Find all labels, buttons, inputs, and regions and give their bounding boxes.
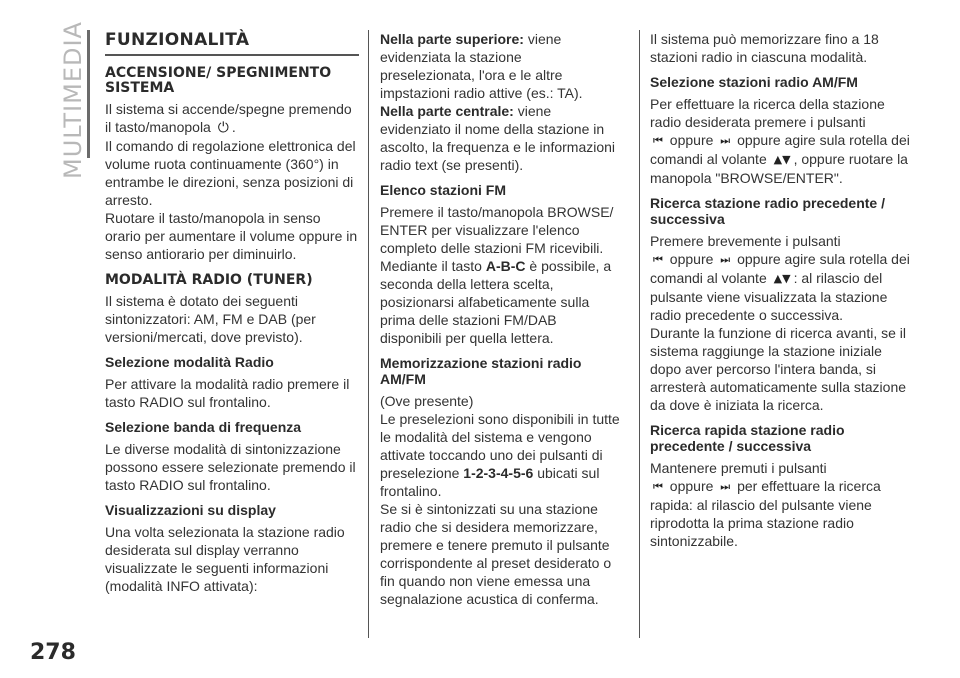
next-track-icon: ⏭ bbox=[720, 480, 731, 493]
section-title-power: ACCENSIONE/ SPEGNIMENTO SISTEMA bbox=[105, 65, 332, 96]
column-3 bbox=[650, 30, 910, 550]
paragraph: Mediante il tasto A-B-C è possibile, a seconda della lettera scelta, posizionarsi alfabeticamente sulla prima delle stazioni FM/DAB disponibili per quella lettera. bbox=[380, 258, 612, 346]
prev-track-icon: ⏮ bbox=[653, 253, 663, 266]
section-label: MULTIMEDIA bbox=[59, 21, 87, 179]
subheading: Memorizzazione stazioni radio AM/FM bbox=[380, 355, 582, 387]
paragraph: Per attivare la modalità radio premere il tasto RADIO sul frontalino. bbox=[105, 376, 350, 410]
paragraph: Premere il tasto/manopola BROWSE/ ENTER per visualizzare l'elenco completo delle stazioni FM ricevibili. bbox=[380, 204, 614, 256]
paragraph: Nella parte superiore: viene evidenziata la stazione preselezionata, l'ora e le altre impstazioni radio attive (es.: TA). bbox=[380, 31, 583, 101]
next-track-icon: ⏭ bbox=[720, 253, 731, 266]
column-1 bbox=[105, 30, 359, 595]
prev-track-icon: ⏮ bbox=[653, 134, 663, 147]
page-number: 278 bbox=[30, 640, 76, 665]
subheading: Elenco stazioni FM bbox=[380, 182, 507, 198]
paragraph: Il sistema è dotato dei seguenti sintonizzatori: AM, FM e DAB (per versioni/mercati, dove previsto). bbox=[105, 293, 316, 345]
paragraph: Per effettuare la ricerca della stazione radio desiderata premere i pulsanti ⏮ oppure ⏭ oppure agire sula rotella dei comandi al volante ▲▼ , oppure ruotare la manopola "BROWSE/ENTER". bbox=[650, 96, 910, 186]
steering-wheel-controls-icon: ▲▼ bbox=[773, 272, 791, 285]
paragraph: Durante la funzione di ricerca avanti, se il sistema raggiunge la stazione iniziale dopo aver percorso l'intera banda, si arresterà automaticamente sulla stazione da dove è iniziata la ricerca. bbox=[650, 325, 907, 413]
subheading: Ricerca rapida stazione radio precedente / successiva bbox=[650, 422, 845, 454]
paragraph: Una volta selezionata la stazione radio desiderata sul display verranno visualizzate le seguenti informazioni (modalità INFO attivata): bbox=[105, 524, 345, 594]
paragraph: Premere brevemente i pulsanti ⏮ oppure ⏭ oppure agire sula rotella dei comandi al volante ▲▼ : al rilascio del pulsante viene visualizzata la stazione radio precedente o successiva. bbox=[650, 233, 910, 323]
column-2 bbox=[380, 30, 620, 608]
paragraph: Ruotare il tasto/manopola in senso orario per aumentare il volume oppure in senso antiorario per diminuirlo. bbox=[105, 210, 358, 262]
subheading: Selezione modalità Radio bbox=[105, 354, 274, 370]
prev-track-icon: ⏮ bbox=[653, 480, 663, 493]
paragraph: Se si è sintonizzati su una stazione radio che si desidera memorizzare, premere e tenere premuto il pulsante corrispondente al preset desiderato o fin quando non viene emessa una segnalazione acustica di conferma. bbox=[380, 501, 612, 607]
column-divider bbox=[639, 30, 640, 638]
paragraph: Le preselezioni sono disponibili in tutte le modalità del sistema e vengono attivate toccando uno dei pulsanti di preselezione 1-2-3-4-5-6 ubicati sul frontalino. bbox=[380, 411, 620, 499]
subheading: Visualizzazioni su display bbox=[105, 502, 276, 518]
subheading: Selezione banda di frequenza bbox=[105, 419, 302, 435]
page-title: FUNZIONALITÀ bbox=[105, 30, 359, 56]
subheading: Selezione stazioni radio AM/FM bbox=[650, 74, 858, 90]
next-track-icon: ⏭ bbox=[720, 134, 731, 147]
paragraph: Il comando di regolazione elettronica del volume ruota continuamente (360°) in entrambe le direzioni, senza posizioni di arresto. bbox=[105, 138, 356, 208]
column-divider bbox=[368, 30, 369, 638]
paragraph: Nella parte centrale: viene evidenziato il nome della stazione in ascolto, la frequenza e le informazioni radio text (se presenti). bbox=[380, 103, 616, 173]
paragraph: (Ove presente) bbox=[380, 393, 474, 409]
paragraph: Mantenere premuti i pulsanti ⏮ oppure ⏭ per effettuare la ricerca rapida: al rilascio del pulsante viene riprodotta la prima stazione radio sintonizzabile. bbox=[650, 460, 881, 549]
steering-wheel-controls-icon: ▲▼ bbox=[773, 153, 791, 166]
power-icon: ⏻ bbox=[217, 120, 229, 136]
section-title-radio: MODALITÀ RADIO (TUNER) bbox=[105, 272, 313, 288]
paragraph: Il sistema si accende/spegne premendo il tasto/manopola ⏻ . bbox=[105, 101, 352, 136]
section-rule bbox=[87, 30, 90, 158]
paragraph: Le diverse modalità di sintonizzazione possono essere selezionate premendo il tasto RADIO sul frontalino. bbox=[105, 441, 356, 493]
paragraph: Il sistema può memorizzare fino a 18 stazioni radio in ciascuna modalità. bbox=[650, 31, 879, 65]
subheading: Ricerca stazione radio precedente / successiva bbox=[650, 195, 885, 227]
